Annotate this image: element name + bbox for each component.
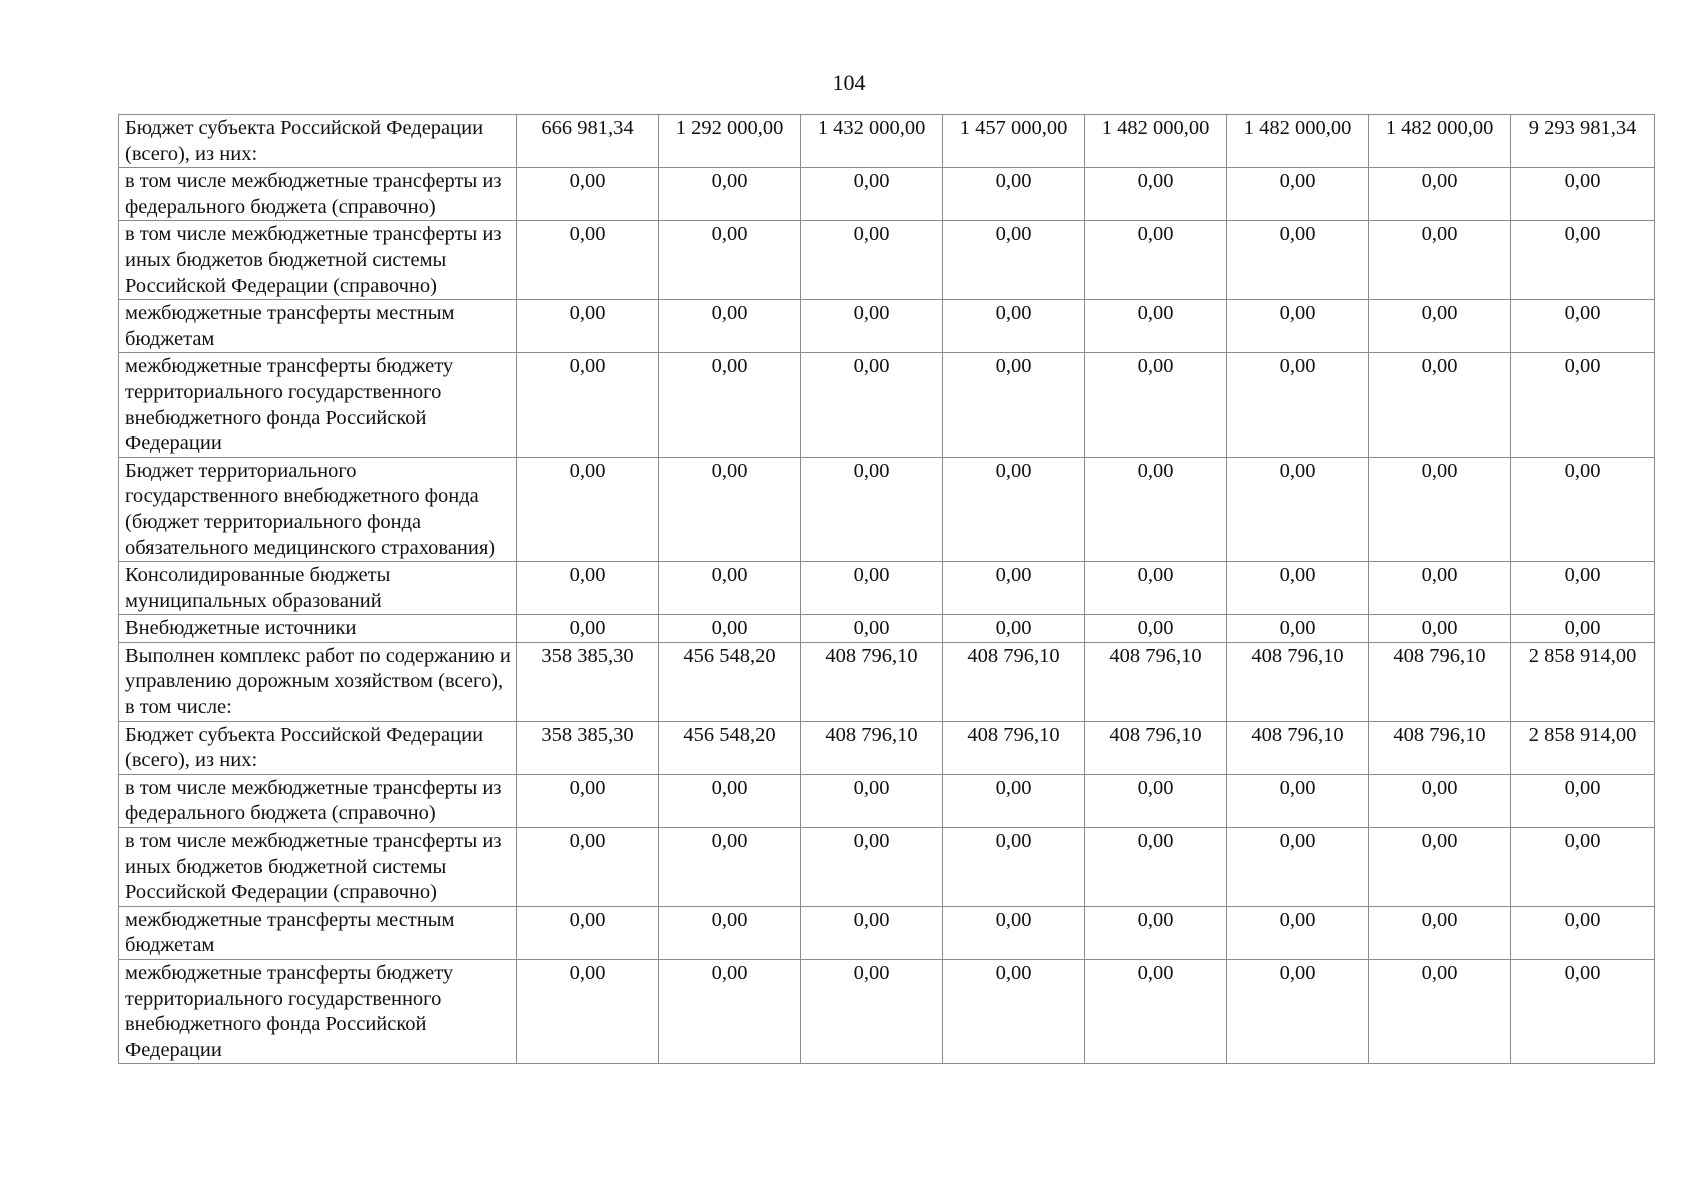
- table-row: [119, 721, 1655, 774]
- value-cell: 408 796,10: [1369, 642, 1511, 721]
- value-cell: 408 796,10: [943, 721, 1085, 774]
- value-cell: 0,00: [517, 774, 659, 827]
- value-cell: 0,00: [943, 300, 1085, 353]
- value-cell: 0,00: [659, 906, 801, 959]
- row-total-cell: 0,00: [1511, 774, 1655, 827]
- row-label: Выполнен комплекс работ по содержанию и управлению дорожным хозяйством (всего), в том числе:: [119, 642, 517, 721]
- value-cell: 0,00: [1085, 562, 1227, 615]
- value-cell: 0,00: [943, 353, 1085, 457]
- row-total-cell: 0,00: [1511, 615, 1655, 643]
- row-total-cell: 2 858 914,00: [1511, 721, 1655, 774]
- value-cell: 408 796,10: [1227, 721, 1369, 774]
- value-cell: 0,00: [1085, 615, 1227, 643]
- row-label: межбюджетные трансферты местным бюджетам: [119, 300, 517, 353]
- value-cell: 0,00: [659, 615, 801, 643]
- value-cell: 0,00: [1085, 906, 1227, 959]
- value-cell: 0,00: [801, 221, 943, 300]
- value-cell: 0,00: [801, 774, 943, 827]
- value-cell: 0,00: [1085, 457, 1227, 561]
- table-row: [119, 615, 1655, 643]
- table-row: [119, 774, 1655, 827]
- value-cell: 0,00: [801, 615, 943, 643]
- value-cell: 408 796,10: [801, 642, 943, 721]
- row-total-cell: 0,00: [1511, 960, 1655, 1064]
- value-cell: 0,00: [1227, 457, 1369, 561]
- value-cell: 0,00: [801, 906, 943, 959]
- value-cell: 358 385,30: [517, 642, 659, 721]
- value-cell: 666 981,34: [517, 115, 659, 168]
- value-cell: 0,00: [943, 828, 1085, 907]
- value-cell: 408 796,10: [1085, 642, 1227, 721]
- value-cell: 0,00: [801, 457, 943, 561]
- table-row: [119, 115, 1655, 168]
- value-cell: 0,00: [943, 562, 1085, 615]
- value-cell: 0,00: [659, 828, 801, 907]
- table-row: [119, 960, 1655, 1064]
- value-cell: 0,00: [801, 828, 943, 907]
- row-total-cell: 9 293 981,34: [1511, 115, 1655, 168]
- budget-table-body: [119, 115, 1655, 1064]
- value-cell: 0,00: [943, 774, 1085, 827]
- value-cell: 0,00: [943, 960, 1085, 1064]
- table-row: [119, 828, 1655, 907]
- table-row: [119, 642, 1655, 721]
- value-cell: 0,00: [801, 353, 943, 457]
- row-total-cell: 0,00: [1511, 828, 1655, 907]
- value-cell: 408 796,10: [1085, 721, 1227, 774]
- value-cell: 0,00: [1369, 457, 1511, 561]
- value-cell: 1 482 000,00: [1085, 115, 1227, 168]
- value-cell: 0,00: [659, 562, 801, 615]
- value-cell: 0,00: [517, 168, 659, 221]
- value-cell: 0,00: [517, 221, 659, 300]
- value-cell: 0,00: [801, 168, 943, 221]
- value-cell: 0,00: [1369, 562, 1511, 615]
- row-label: Бюджет территориального государственного внебюджетного фонда (бюджет территориального фонда обязательного медицинского страхования): [119, 457, 517, 561]
- value-cell: 408 796,10: [801, 721, 943, 774]
- value-cell: 0,00: [517, 828, 659, 907]
- value-cell: 0,00: [1227, 774, 1369, 827]
- value-cell: 408 796,10: [1227, 642, 1369, 721]
- value-cell: 0,00: [1369, 300, 1511, 353]
- value-cell: 0,00: [943, 457, 1085, 561]
- value-cell: 408 796,10: [943, 642, 1085, 721]
- value-cell: 0,00: [943, 906, 1085, 959]
- row-label: межбюджетные трансферты бюджету территориального государственного внебюджетного фонда Российской Федерации: [119, 353, 517, 457]
- value-cell: 0,00: [1227, 615, 1369, 643]
- value-cell: 0,00: [517, 906, 659, 959]
- table-row: [119, 457, 1655, 561]
- value-cell: 0,00: [1369, 828, 1511, 907]
- value-cell: 0,00: [1369, 168, 1511, 221]
- table-row: [119, 562, 1655, 615]
- value-cell: 0,00: [1085, 828, 1227, 907]
- row-label: в том числе межбюджетные трансферты из федерального бюджета (справочно): [119, 774, 517, 827]
- value-cell: 1 292 000,00: [659, 115, 801, 168]
- value-cell: 0,00: [801, 960, 943, 1064]
- value-cell: 0,00: [1227, 168, 1369, 221]
- value-cell: 0,00: [659, 774, 801, 827]
- page-number: 104: [832, 70, 866, 95]
- value-cell: 1 432 000,00: [801, 115, 943, 168]
- value-cell: 0,00: [1085, 353, 1227, 457]
- value-cell: 0,00: [801, 300, 943, 353]
- value-cell: 0,00: [1227, 562, 1369, 615]
- row-total-cell: 0,00: [1511, 906, 1655, 959]
- row-label: Консолидированные бюджеты муниципальных образований: [119, 562, 517, 615]
- value-cell: 0,00: [659, 300, 801, 353]
- row-total-cell: 2 858 914,00: [1511, 642, 1655, 721]
- value-cell: 0,00: [659, 221, 801, 300]
- value-cell: 0,00: [517, 457, 659, 561]
- row-label: Бюджет субъекта Российской Федерации (всего), из них:: [119, 115, 517, 168]
- value-cell: 0,00: [1227, 960, 1369, 1064]
- value-cell: 0,00: [1227, 353, 1369, 457]
- row-label: в том числе межбюджетные трансферты из иных бюджетов бюджетной системы Российской Федерации (справочно): [119, 828, 517, 907]
- value-cell: 0,00: [1085, 221, 1227, 300]
- value-cell: 0,00: [517, 353, 659, 457]
- value-cell: 0,00: [659, 960, 801, 1064]
- value-cell: 0,00: [517, 300, 659, 353]
- row-total-cell: 0,00: [1511, 300, 1655, 353]
- value-cell: 0,00: [1085, 960, 1227, 1064]
- row-label: в том числе межбюджетные трансферты из иных бюджетов бюджетной системы Российской Федерации (справочно): [119, 221, 517, 300]
- value-cell: 358 385,30: [517, 721, 659, 774]
- value-cell: 0,00: [659, 457, 801, 561]
- row-total-cell: 0,00: [1511, 457, 1655, 561]
- table-row: [119, 221, 1655, 300]
- value-cell: 408 796,10: [1369, 721, 1511, 774]
- table-row: [119, 300, 1655, 353]
- value-cell: 0,00: [1227, 828, 1369, 907]
- value-cell: 0,00: [1227, 906, 1369, 959]
- row-label: межбюджетные трансферты местным бюджетам: [119, 906, 517, 959]
- row-total-cell: 0,00: [1511, 168, 1655, 221]
- value-cell: 0,00: [943, 221, 1085, 300]
- table-row: [119, 906, 1655, 959]
- value-cell: 0,00: [943, 615, 1085, 643]
- value-cell: 0,00: [517, 615, 659, 643]
- row-label: межбюджетные трансферты бюджету территориального государственного внебюджетного фонда Российской Федерации: [119, 960, 517, 1064]
- row-total-cell: 0,00: [1511, 221, 1655, 300]
- value-cell: 0,00: [1369, 221, 1511, 300]
- value-cell: 0,00: [943, 168, 1085, 221]
- value-cell: 0,00: [801, 562, 943, 615]
- budget-table: [118, 114, 1655, 1064]
- row-label: Внебюджетные источники: [119, 615, 517, 643]
- value-cell: 0,00: [517, 960, 659, 1064]
- value-cell: 456 548,20: [659, 721, 801, 774]
- table-row: [119, 168, 1655, 221]
- value-cell: 0,00: [659, 168, 801, 221]
- table-row: [119, 353, 1655, 457]
- value-cell: 0,00: [517, 562, 659, 615]
- value-cell: 0,00: [1369, 960, 1511, 1064]
- value-cell: 0,00: [1227, 221, 1369, 300]
- value-cell: 1 482 000,00: [1227, 115, 1369, 168]
- value-cell: 0,00: [659, 353, 801, 457]
- value-cell: 0,00: [1085, 774, 1227, 827]
- row-total-cell: 0,00: [1511, 562, 1655, 615]
- value-cell: 1 457 000,00: [943, 115, 1085, 168]
- row-label: Бюджет субъекта Российской Федерации (всего), из них:: [119, 721, 517, 774]
- row-label: в том числе межбюджетные трансферты из федерального бюджета (справочно): [119, 168, 517, 221]
- value-cell: 0,00: [1369, 353, 1511, 457]
- row-total-cell: 0,00: [1511, 353, 1655, 457]
- value-cell: 0,00: [1227, 300, 1369, 353]
- value-cell: 0,00: [1369, 615, 1511, 643]
- value-cell: 0,00: [1085, 168, 1227, 221]
- value-cell: 456 548,20: [659, 642, 801, 721]
- value-cell: 0,00: [1369, 906, 1511, 959]
- value-cell: 0,00: [1085, 300, 1227, 353]
- value-cell: 1 482 000,00: [1369, 115, 1511, 168]
- value-cell: 0,00: [1369, 774, 1511, 827]
